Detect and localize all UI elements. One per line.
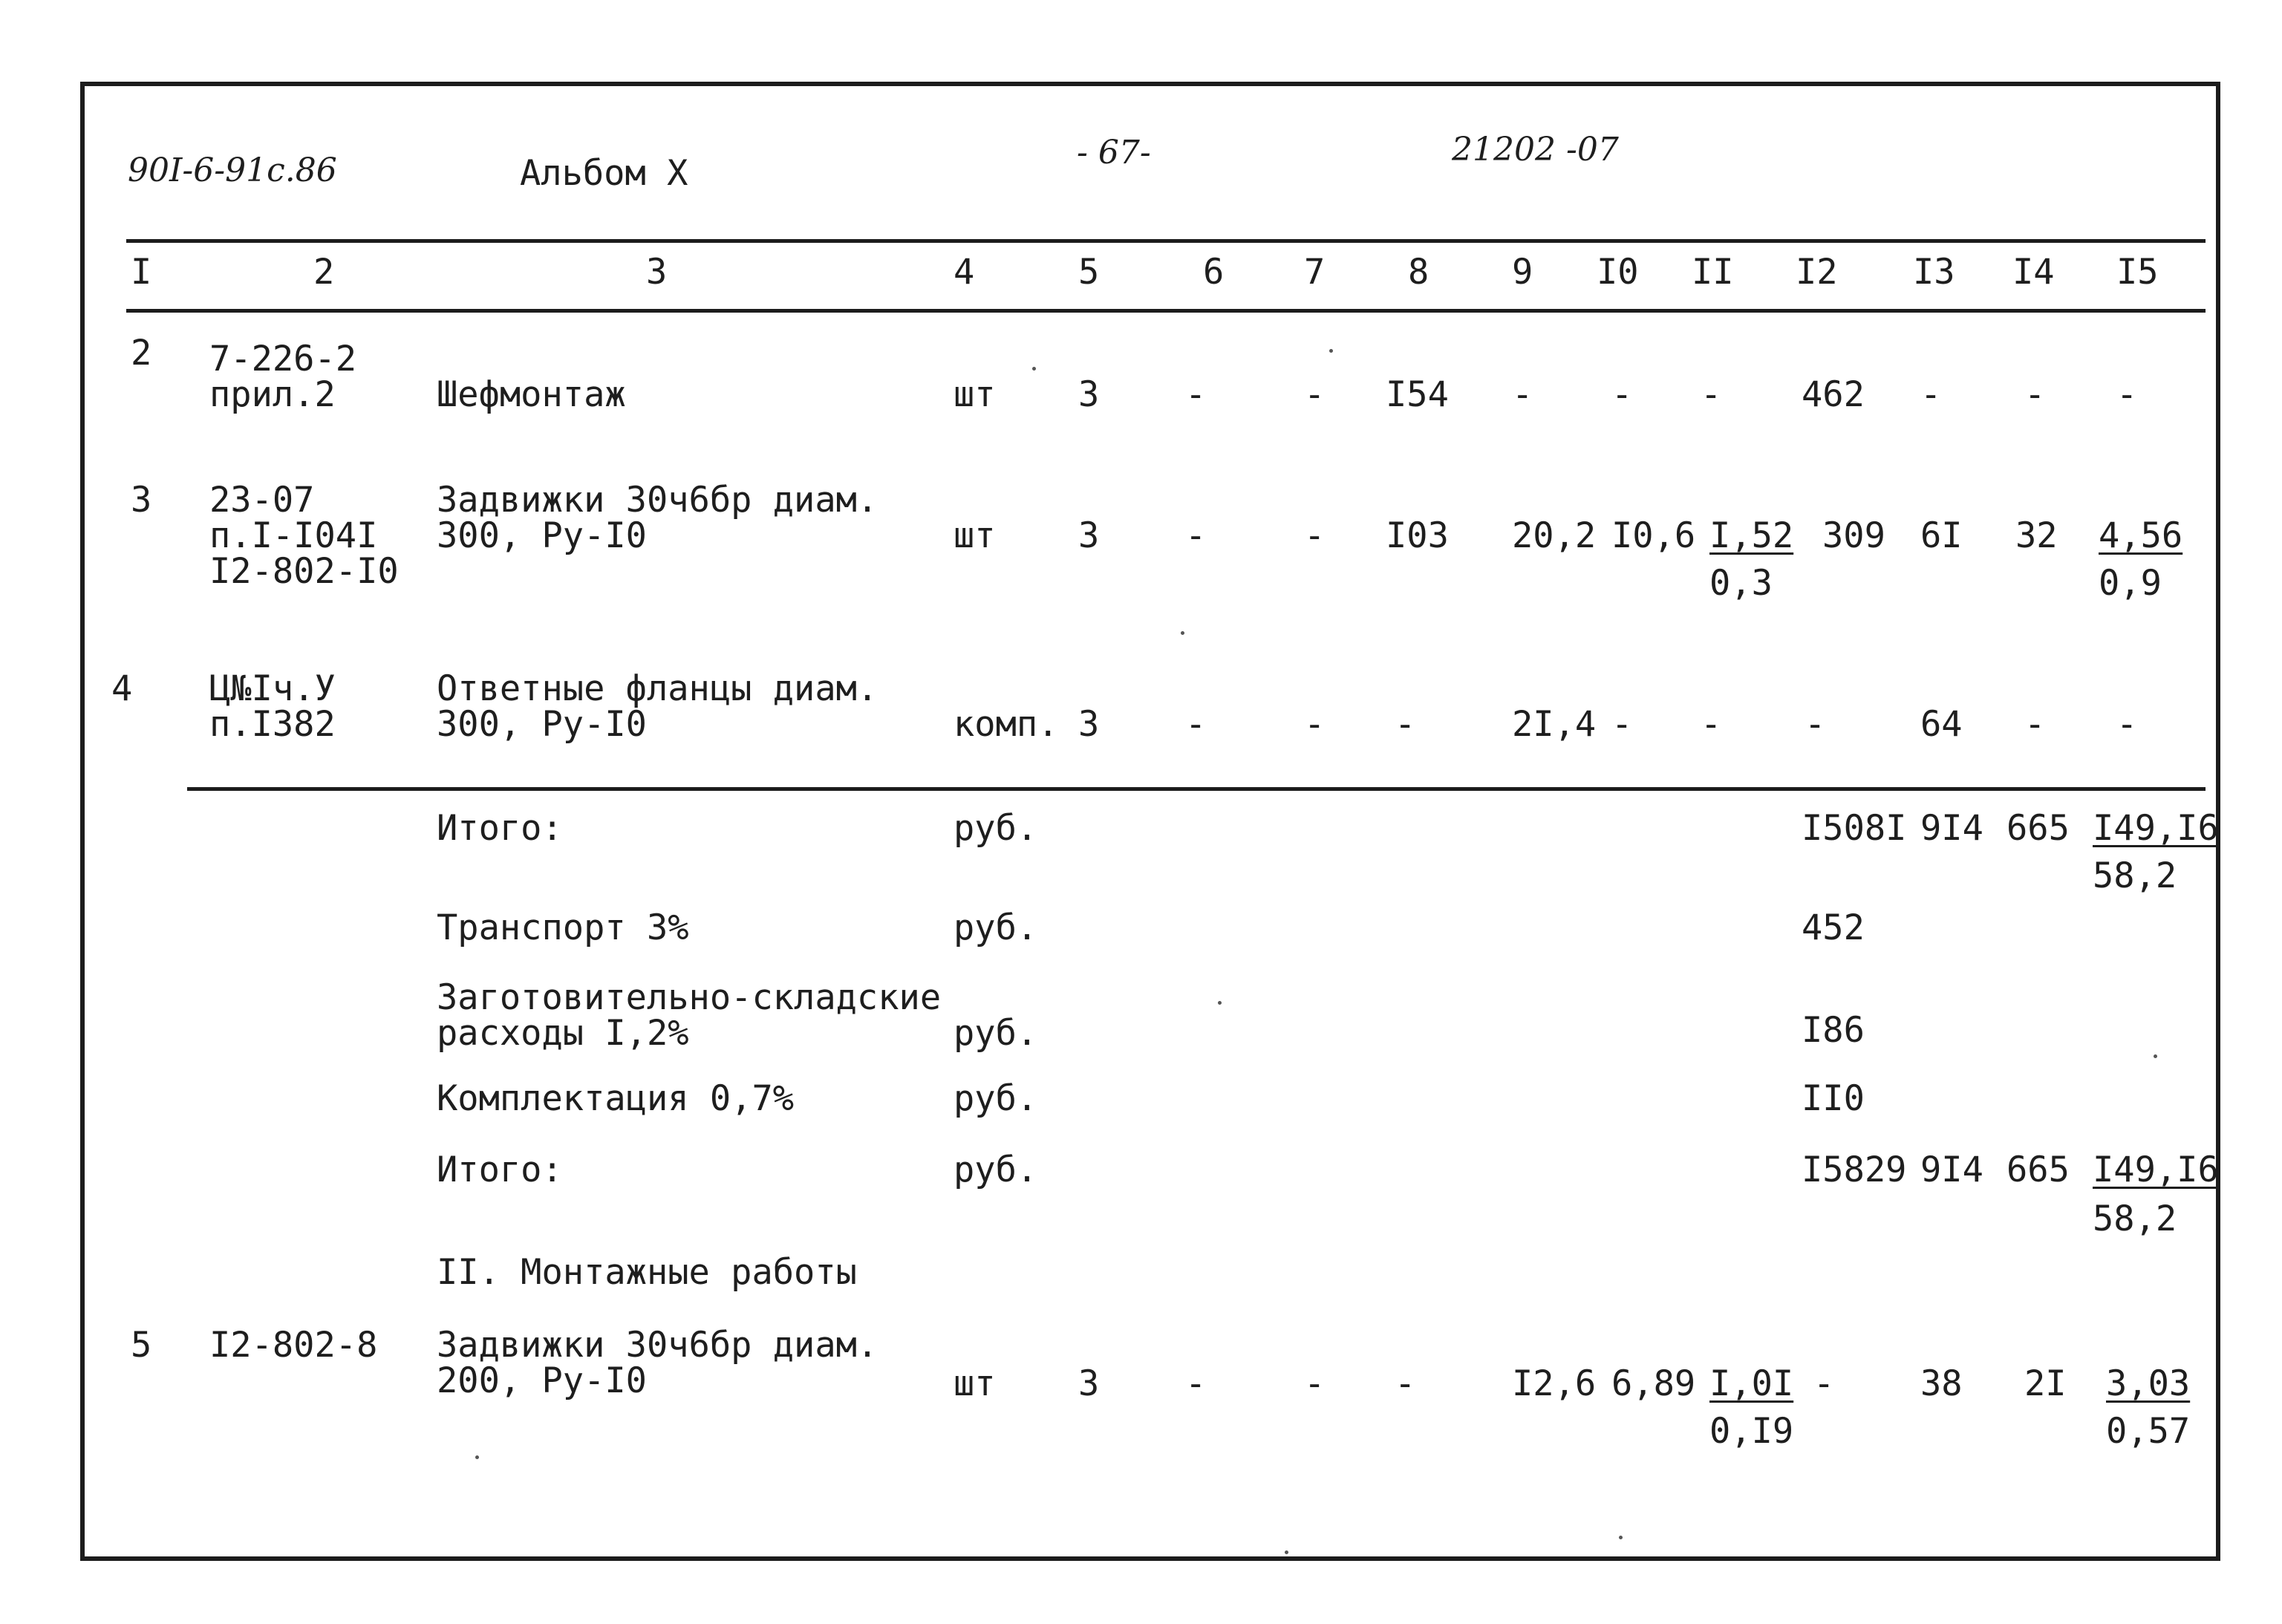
row-code-line: прил.2	[209, 374, 336, 415]
row-unit: шт	[953, 374, 996, 415]
row-col-14: -	[2024, 374, 2046, 415]
row-unit: руб.	[953, 907, 1038, 948]
col-header-6: 6	[1203, 252, 1225, 293]
row-name-line: 200, Ру-I0	[437, 1360, 647, 1401]
row-col-6: -	[1185, 374, 1207, 415]
row-col-6: -	[1185, 1363, 1207, 1404]
row-col-15-sub: 58,2	[2093, 1199, 2177, 1239]
col-header-12: I2	[1796, 252, 1838, 293]
row-col-10: -	[1611, 374, 1633, 415]
row-col-6: -	[1185, 704, 1207, 745]
col-header-13: I3	[1913, 252, 1955, 293]
row-name-line: Ответные фланцы диам.	[437, 668, 878, 709]
col-header-3: 3	[646, 252, 668, 293]
row-col-11-sub: 0,3	[1709, 563, 1773, 604]
row-code-line: I2-802-8	[209, 1325, 378, 1366]
row-col-15: 3,03	[2106, 1363, 2191, 1404]
row-code-line: п.I-I04I	[209, 515, 378, 556]
col-header-5: 5	[1078, 252, 1100, 293]
scan-speck	[2154, 1054, 2157, 1058]
col-header-1: I	[131, 252, 152, 293]
reference-code: 21202 -07	[1452, 131, 1619, 169]
row-col-13: 6I	[1920, 515, 1963, 556]
row-col-13: 9I4	[1920, 1149, 1983, 1190]
row-col-13: -	[1920, 374, 1942, 415]
row-name-line: Итого:	[437, 808, 563, 849]
row-col-11-sub: 0,I9	[1709, 1411, 1794, 1452]
row-name-line: Комплектация 0,7%	[437, 1078, 795, 1119]
row-col-7: -	[1304, 374, 1326, 415]
row-name-line: Задвижки 30ч6бр диам.	[437, 480, 878, 521]
row-col-7: -	[1304, 1363, 1326, 1404]
row-unit: руб.	[953, 808, 1038, 849]
row-qty: 3	[1078, 515, 1100, 556]
row-code-line: 7-226-2	[209, 339, 357, 379]
scan-speck	[1181, 631, 1184, 635]
row-col-13: 64	[1920, 704, 1963, 745]
row-col-10: -	[1611, 704, 1633, 745]
row-code-line: I2-802-I0	[209, 551, 399, 592]
row-col-12: II0	[1802, 1078, 1865, 1119]
col-header-9: 9	[1512, 252, 1533, 293]
row-col-15: -	[2116, 704, 2138, 745]
row-code-line: п.I382	[209, 704, 336, 745]
row-unit: шт	[953, 1363, 996, 1404]
section-title: II. Монтажные работы	[437, 1252, 857, 1293]
row-col-7: -	[1304, 515, 1326, 556]
scan-speck	[1032, 367, 1036, 371]
row-name-line: расходы I,2%	[437, 1013, 689, 1054]
row-name-line: Шефмонтаж	[437, 374, 626, 415]
doc-code: 90I-6-91с.86	[128, 151, 337, 189]
row-qty: 3	[1078, 374, 1100, 415]
row-code-line: Ц№Iч.У	[209, 668, 336, 709]
row-number: 3	[131, 480, 152, 521]
col-header-4: 4	[953, 252, 975, 293]
row-col-12: 452	[1802, 907, 1865, 948]
row-col-12: 462	[1802, 374, 1865, 415]
row-col-12: -	[1805, 704, 1826, 745]
row-unit: руб.	[953, 1078, 1038, 1119]
row-name-line: Итого:	[437, 1149, 563, 1190]
row-col-13: 38	[1920, 1363, 1963, 1404]
row-col-11: I,0I	[1709, 1363, 1794, 1404]
row-col-9: I2,6	[1512, 1363, 1597, 1404]
row-col-14: 2I	[2024, 1363, 2067, 1404]
row-col-10: 6,89	[1611, 1363, 1696, 1404]
row-col-12: I86	[1802, 1010, 1865, 1051]
row-col-15: I49,I6	[2093, 1149, 2219, 1190]
row-col-8: I54	[1386, 374, 1449, 415]
row-col-14: 665	[2006, 1149, 2070, 1190]
row-col-14: 32	[2015, 515, 2058, 556]
col-header-8: 8	[1408, 252, 1429, 293]
row-qty: 3	[1078, 704, 1100, 745]
album-title: Альбом X	[520, 153, 688, 194]
row-code-line: 23-07	[209, 480, 315, 521]
header-bottom-rule	[126, 309, 2206, 313]
row-col-14: 665	[2006, 808, 2070, 849]
row-col-9: 20,2	[1512, 515, 1597, 556]
col-header-2: 2	[313, 252, 335, 293]
row-col-15: -	[2116, 374, 2138, 415]
row-col-15-sub: 0,57	[2106, 1411, 2191, 1452]
scan-speck	[1619, 1536, 1623, 1539]
row-col-15: 4,56	[2099, 515, 2183, 556]
row-number: 2	[131, 333, 152, 374]
row-col-10: I0,6	[1611, 515, 1696, 556]
scan-speck	[1329, 349, 1333, 353]
row-col-12: -	[1813, 1363, 1835, 1404]
row-col-8: I03	[1386, 515, 1449, 556]
scan-speck	[1285, 1550, 1288, 1554]
scan-speck	[475, 1455, 479, 1459]
row-col-11: -	[1701, 374, 1722, 415]
row-col-14: -	[2024, 704, 2046, 745]
col-header-10: I0	[1597, 252, 1639, 293]
row-name-line: Транспорт 3%	[437, 907, 689, 948]
row-name-line: 300, Ру-I0	[437, 704, 647, 745]
row-number: 5	[131, 1325, 152, 1366]
row-qty: 3	[1078, 1363, 1100, 1404]
col-header-7: 7	[1304, 252, 1326, 293]
row-col-15-sub: 0,9	[2099, 563, 2162, 604]
header-top-rule	[126, 239, 2206, 243]
row-unit: шт	[953, 515, 996, 556]
row-name-line: 300, Ру-I0	[437, 515, 647, 556]
col-header-15: I5	[2116, 252, 2159, 293]
row-col-7: -	[1304, 704, 1326, 745]
row-col-13: 9I4	[1920, 808, 1983, 849]
row-unit: руб.	[953, 1013, 1038, 1054]
col-header-14: I4	[2012, 252, 2055, 293]
row-name-line: Заготовительно-складские	[437, 977, 942, 1018]
row-unit: руб.	[953, 1149, 1038, 1190]
row-col-11: -	[1701, 704, 1722, 745]
row-col-15: I49,I6	[2093, 808, 2219, 849]
scan-speck	[1218, 1001, 1222, 1005]
row-col-8: -	[1395, 704, 1416, 745]
row-col-9: 2I,4	[1512, 704, 1597, 745]
row-number: 4	[111, 668, 133, 709]
row-col-9: -	[1512, 374, 1533, 415]
row-col-11: I,52	[1709, 515, 1794, 556]
row-col-8: -	[1395, 1363, 1416, 1404]
row-col-12: I508I	[1802, 808, 1907, 849]
page-number: - 67-	[1077, 134, 1151, 172]
row-col-12: I5829	[1802, 1149, 1907, 1190]
col-header-11: II	[1692, 252, 1734, 293]
row-unit: комп.	[953, 704, 1059, 745]
row-col-12: 309	[1822, 515, 1885, 556]
row-name-line: Задвижки 30ч6бр диам.	[437, 1325, 878, 1366]
subtotal-rule	[187, 787, 2206, 791]
row-col-15-sub: 58,2	[2093, 855, 2177, 896]
row-col-6: -	[1185, 515, 1207, 556]
